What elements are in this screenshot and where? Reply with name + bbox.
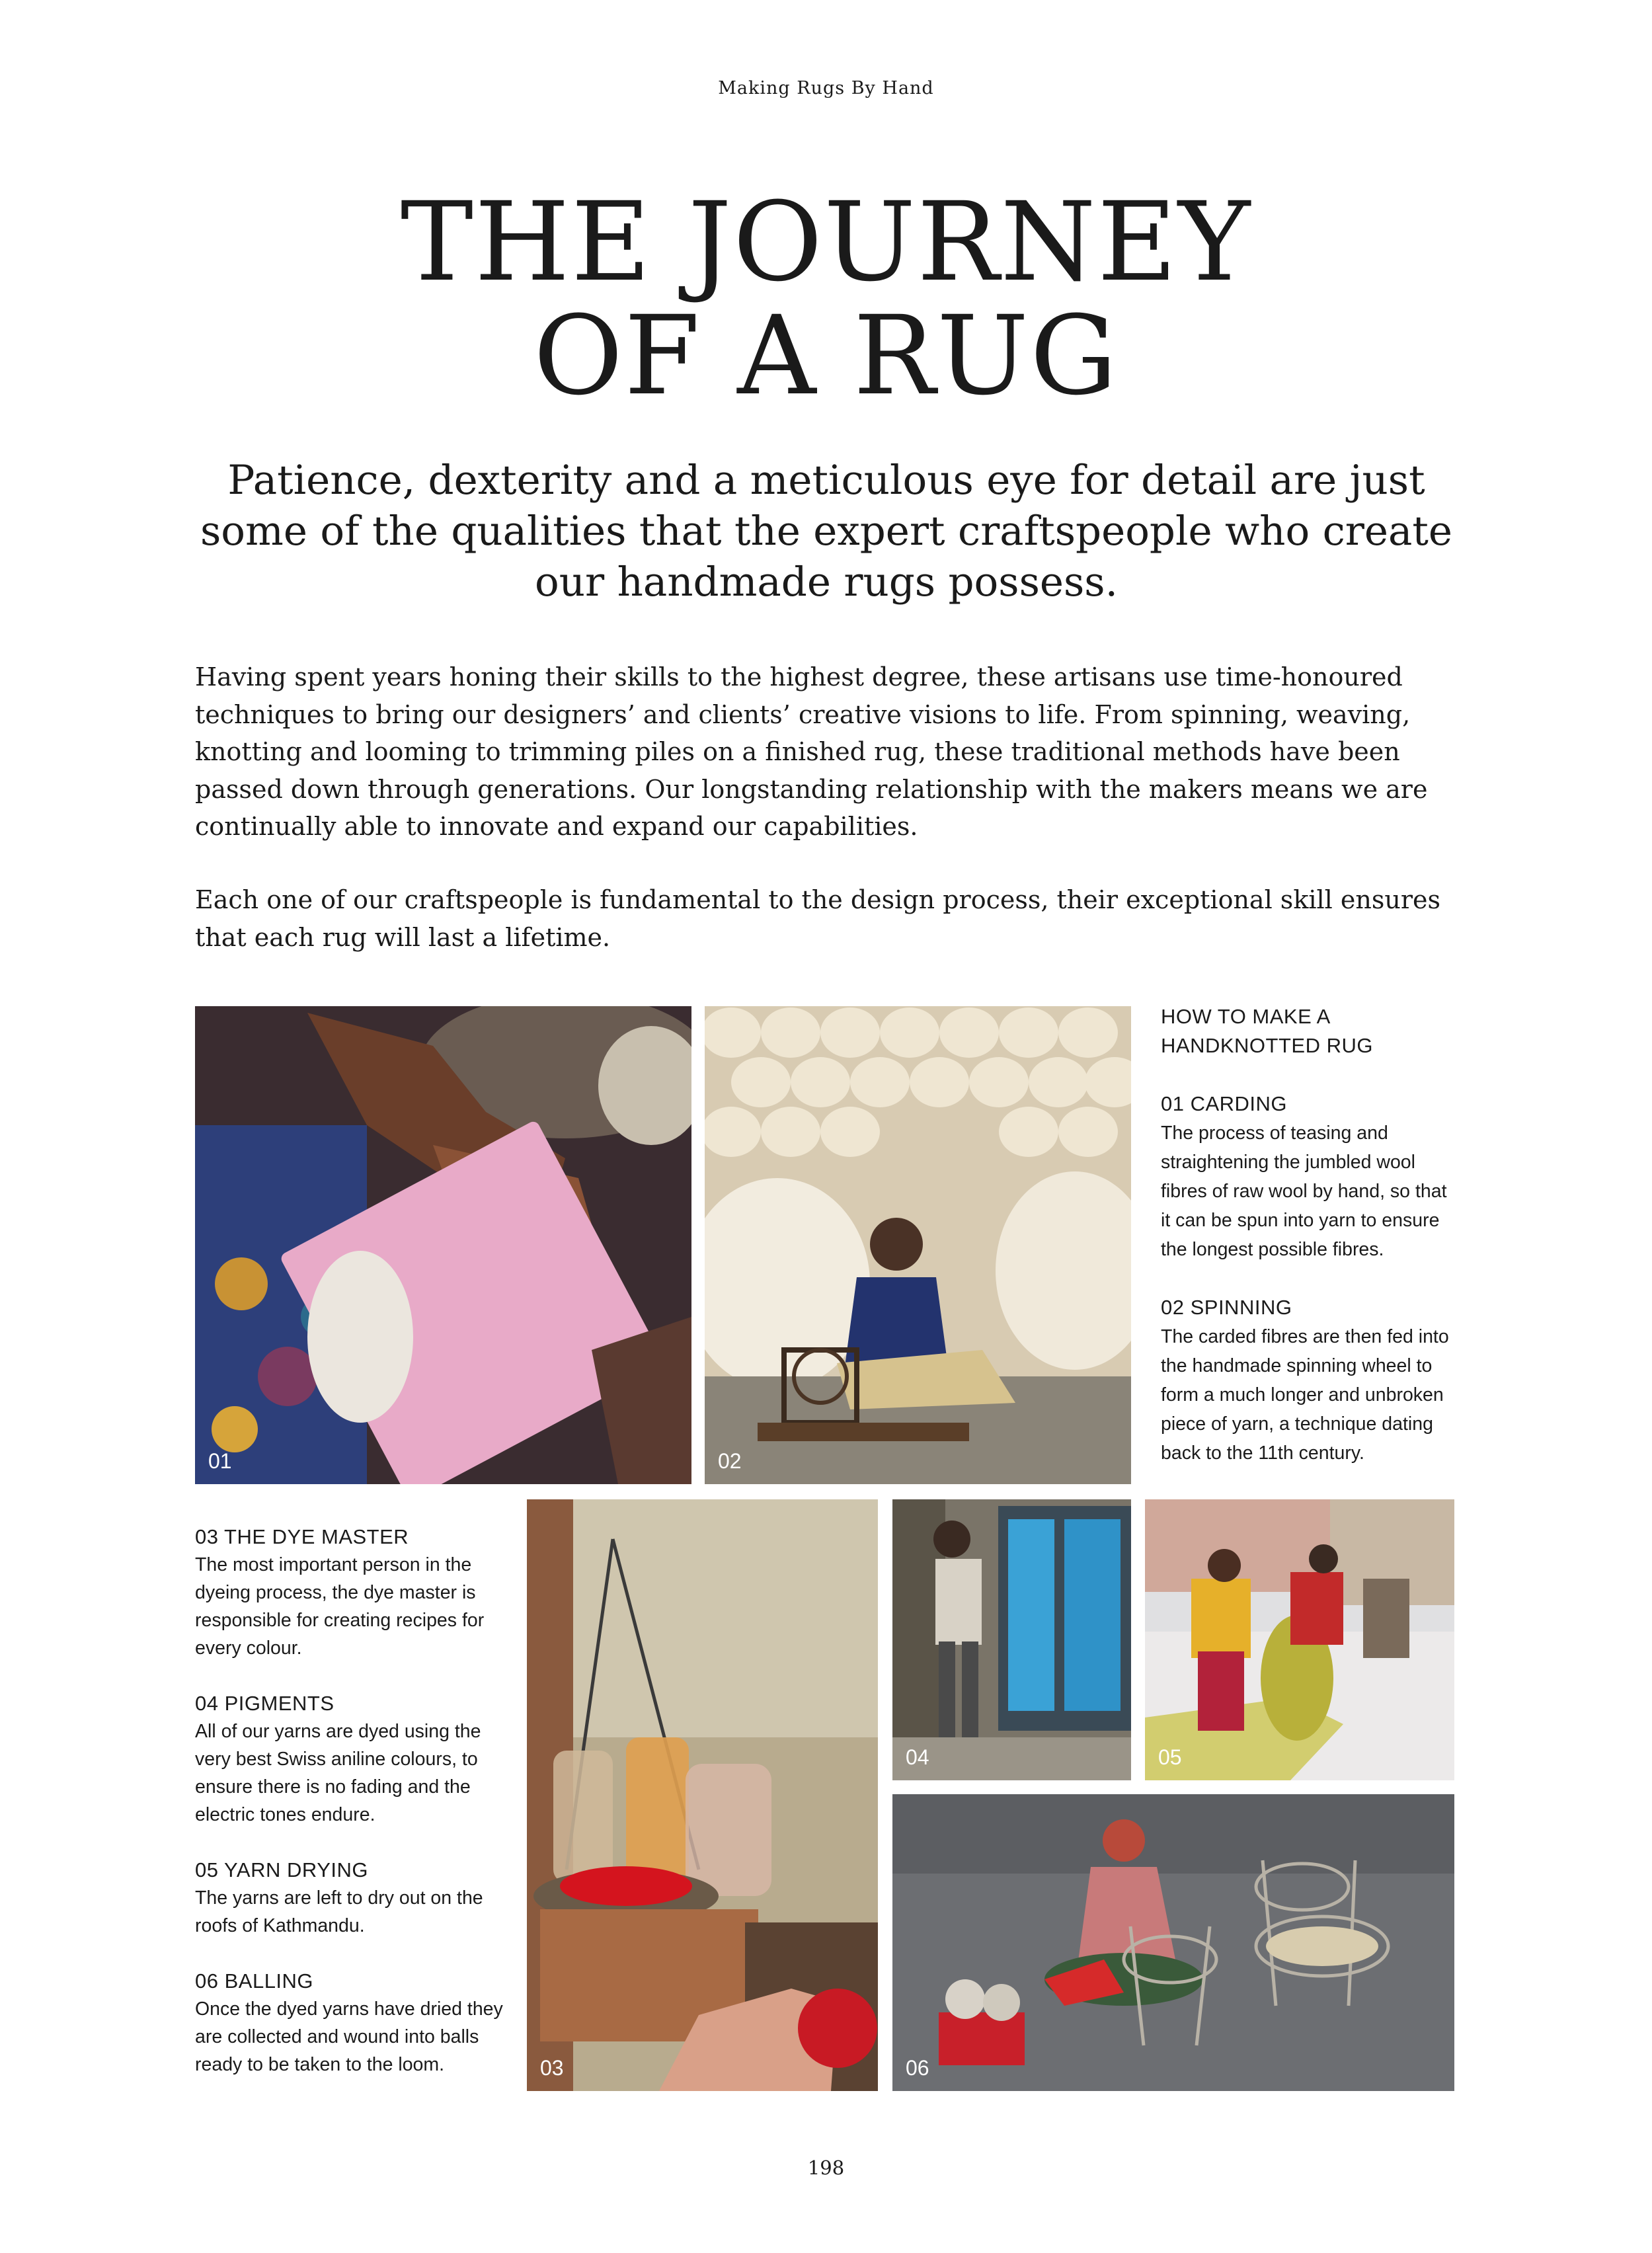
photo-number: 04: [906, 1745, 929, 1769]
guide-heading-line-1: HOW TO MAKE A: [1161, 1005, 1331, 1028]
photo-spinning: [705, 1006, 1131, 1484]
photo-number: 06: [906, 2056, 929, 2080]
photo-carding: [195, 1006, 691, 1484]
page-title: [0, 178, 1652, 419]
photo-yarn-drying: [1145, 1499, 1454, 1780]
step-description: The carded fibres are then fed into the handmade spinning wheel to form a much longer and unbroken piece of yarn, a technique dating back to the 11th century.: [1161, 1326, 1449, 1464]
photo-number: 01: [208, 1449, 232, 1473]
step-description: Once the dyed yarns have dried they are collected and wound into balls ready to be taken to the loom.: [195, 1998, 503, 2075]
photo-balling: [892, 1794, 1454, 2091]
guide-column-top: [1161, 1002, 1458, 1468]
photo-dye-master: [527, 1499, 878, 2091]
page-number: 198: [807, 2156, 845, 2179]
body-paragraph-2: Each one of our craftspeople is fundamental to the design process, their exceptional skill ensures that each rug will last a lifetime.: [195, 885, 1440, 952]
step-title: 06 BALLING: [195, 1969, 314, 1993]
step-description: The yarns are left to dry out on the roofs of Kathmandu.: [195, 1887, 483, 1936]
title-line-1: THE JOURNEY: [400, 178, 1252, 305]
guide-heading-line-2: HANDKNOTTED RUG: [1161, 1034, 1373, 1057]
step-description: The process of teasing and straightening the jumbled wool fibres of raw wool by hand, so that it can be spun into yarn to ensure the longest possible fibres.: [1161, 1123, 1447, 1260]
step-title: 05 YARN DRYING: [195, 1858, 368, 1881]
step-title: 02 SPINNING: [1161, 1296, 1292, 1319]
step-title: 01 CARDING: [1161, 1092, 1288, 1115]
step-title: 03 THE DYE MASTER: [195, 1525, 409, 1548]
photo-number: 03: [540, 2056, 564, 2080]
body-paragraph-1: Having spent years honing their skills to the highest degree, these artisans use time-honoured techniques to bring our designers’ and clients’ creative visions to life. From spinning, weaving, knotting and looming to trimming piles on a finished rug, these traditional methods have been passed down through generations. Our longstanding relationship with the makers means we are continually able to innovate and expand our capabilities.: [195, 662, 1428, 841]
photo-number: 02: [718, 1449, 742, 1473]
running-head: Making Rugs By Hand: [718, 78, 934, 99]
photo-pigments: [892, 1499, 1131, 1780]
step-description: All of our yarns are dyed using the very best Swiss aniline colours, to ensure there is no fading and the electric tones endure.: [195, 1721, 481, 1825]
standfirst: Patience, dexterity and a meticulous eye for detail are just some of the qualities that the expert craftspeople who create our handmade rugs possess.: [200, 457, 1452, 606]
title-line-2: OF A RUG: [533, 292, 1119, 419]
step-title: 04 PIGMENTS: [195, 1692, 334, 1715]
step-description: The most important person in the dyeing process, the dye master is responsible for creating recipes for every colour.: [195, 1554, 485, 1659]
guide-column-bottom: [195, 1523, 506, 2078]
photo-number: 05: [1158, 1745, 1182, 1769]
